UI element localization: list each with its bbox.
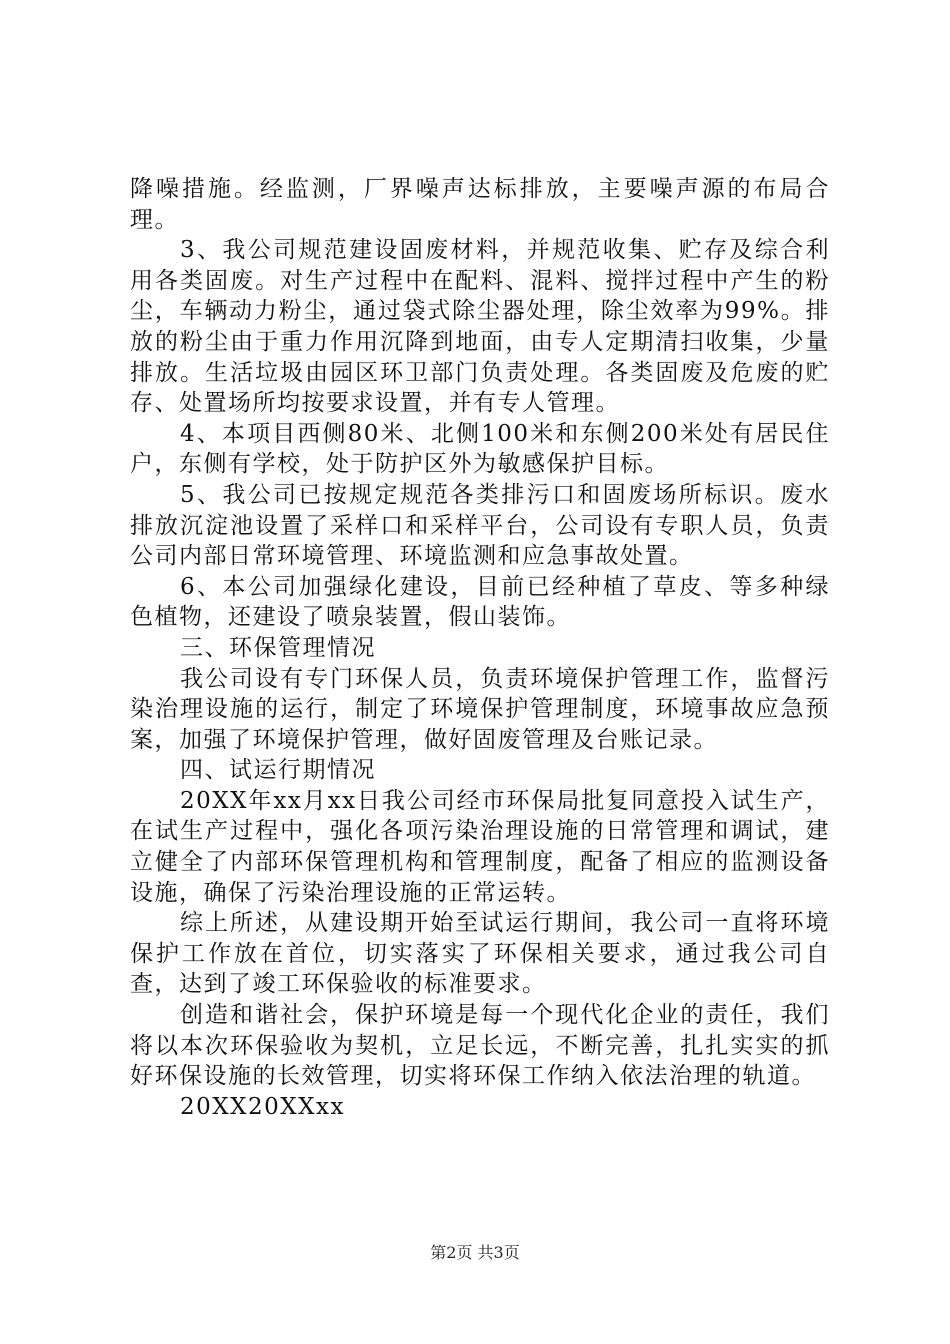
paragraph-item-3: 3、我公司规范建设固废材料，并规范收集、贮存及综合利用各类固废。对生产过程中在配料、混料、搅拌过程中产生的粉尘，车辆动力粉尘，通过袋式除尘器处理，除尘效率为99%。排放的粉尘由于重力作用沉降到地面，由专人定期清扫收集，少量排放。生活垃圾由园区环卫部门负责处理。各类固废及危废的贮存、处置场所均按要求设置，并有专人管理。 bbox=[130, 237, 830, 417]
paragraph-item-5: 5、我公司已按规定规范各类排污口和固废场所标识。废水排放沉淀池设置了采样口和采样平台，公司设有专职人员，负责公司内部日常环境管理、环境监测和应急事故处置。 bbox=[130, 481, 830, 570]
section-heading-management: 三、环保管理情况 bbox=[180, 634, 376, 661]
paragraph-item-6: 6、本公司加强绿化建设，目前已经种植了草皮、等多种绿色植物，还建设了喷泉装置，假山装饰。 bbox=[130, 573, 830, 631]
paragraph-closing: 创造和谐社会，保护环境是每一个现代化企业的责任，我们将以本次环保验收为契机，立足长远，不断完善，扎扎实实的抓好环保设施的长效管理，切实将环保工作纳入依法治理的轨道。 bbox=[130, 1002, 830, 1090]
paragraph-date: 20XX20XXxx bbox=[180, 1093, 345, 1120]
paragraph-management: 我公司设有专门环保人员，负责环境保护管理工作，监督污染治理设施的运行，制定了环境保护管理制度，环境事故应急预案，加强了环境保护管理，做好固废管理及台账记录。 bbox=[130, 665, 830, 753]
paragraph-item-4: 4、本项目西侧80米、北侧100米和东侧200米处有居民住户，东侧有学校，处于防护区外为敏感保护目标。 bbox=[130, 420, 830, 478]
document-body bbox=[130, 174, 830, 1122]
paragraph-trial-run: 20XX年xx月xx日我公司经市环保局批复同意投入试生产，在试生产过程中，强化各项污染治理设施的日常管理和调试，建立健全了内部环保管理机构和管理制度，配备了相应的监测设备设施，确保了污染治理设施的正常运转。 bbox=[130, 787, 830, 906]
paragraph-continuation: 降噪措施。经监测，厂界噪声达标排放，主要噪声源的布局合理。 bbox=[130, 176, 830, 233]
page-number-footer: 第2页 共3页 bbox=[430, 1243, 520, 1262]
section-heading-trial-run: 四、试运行期情况 bbox=[180, 757, 376, 784]
paragraph-summary: 综上所述，从建设期开始至试运行期间，我公司一直将环境保护工作放在首位，切实落实了环保相关要求，通过我公司自查，达到了竣工环保验收的标准要求。 bbox=[130, 910, 830, 998]
